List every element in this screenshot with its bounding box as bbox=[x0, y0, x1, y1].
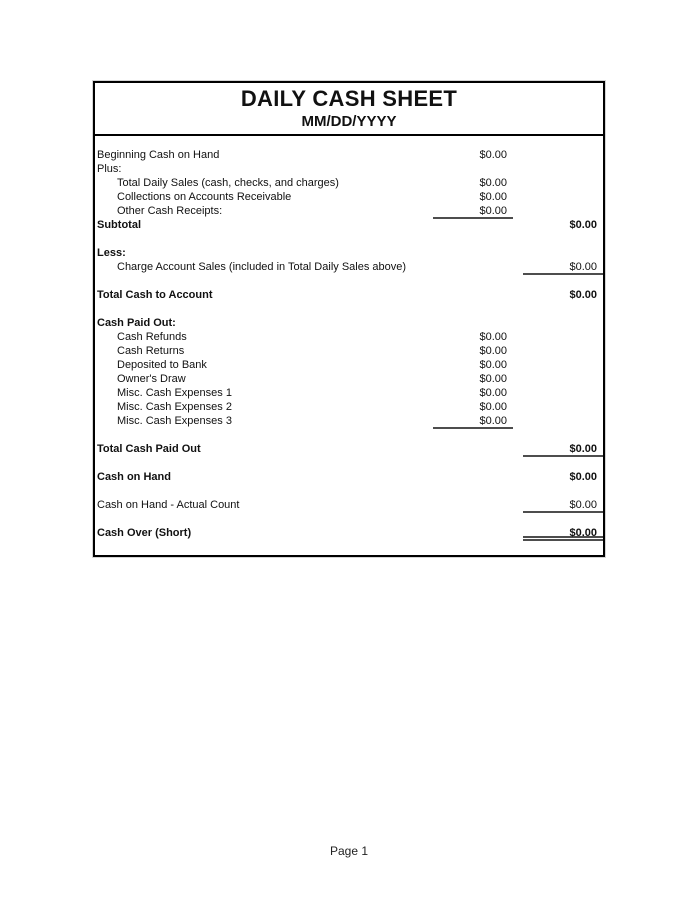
mid-amount bbox=[433, 471, 513, 485]
mid-amount bbox=[433, 289, 513, 303]
column-gap bbox=[513, 331, 523, 345]
daily-cash-sheet bbox=[93, 81, 605, 557]
row-label: Cash Paid Out: bbox=[97, 317, 176, 329]
row-label: Other Cash Receipts: bbox=[117, 205, 223, 217]
row-label: Charge Account Sales (included in Total Daily Sales above) bbox=[117, 261, 407, 273]
mid-amount: $0.00 bbox=[479, 331, 507, 343]
right-amount: $0.00 bbox=[569, 289, 597, 301]
mid-amount bbox=[433, 219, 513, 233]
mid-amount: $0.00 bbox=[479, 401, 507, 413]
mid-amount bbox=[433, 261, 513, 275]
row-label: Misc. Cash Expenses 2 bbox=[117, 401, 232, 413]
row-cash-refunds bbox=[95, 331, 603, 345]
row-label: Cash Returns bbox=[117, 345, 185, 357]
column-gap bbox=[513, 401, 523, 415]
right-amount bbox=[523, 373, 603, 387]
row-misc-cash-expenses-2 bbox=[95, 401, 603, 415]
column-gap bbox=[513, 163, 523, 177]
row-label: Cash on Hand bbox=[97, 471, 171, 483]
mid-amount bbox=[433, 527, 513, 541]
row-label: Owner's Draw bbox=[117, 373, 186, 385]
row-total-daily-sales bbox=[95, 177, 603, 191]
column-gap bbox=[513, 149, 523, 163]
right-amount bbox=[523, 387, 603, 401]
mid-amount bbox=[433, 317, 513, 331]
right-amount bbox=[523, 345, 603, 359]
row-label: Misc. Cash Expenses 1 bbox=[117, 387, 232, 399]
mid-amount: $0.00 bbox=[479, 345, 507, 357]
column-gap bbox=[513, 219, 523, 233]
mid-amount: $0.00 bbox=[479, 191, 507, 203]
row-label: Beginning Cash on Hand bbox=[97, 149, 220, 161]
column-gap bbox=[513, 317, 523, 331]
row-cash-on-hand bbox=[95, 471, 603, 485]
right-amount bbox=[523, 401, 603, 415]
row-label: Plus: bbox=[97, 163, 122, 175]
row-charge-account-sales bbox=[95, 261, 603, 275]
mid-amount: $0.00 bbox=[433, 415, 513, 429]
right-amount bbox=[523, 317, 603, 331]
column-gap bbox=[513, 471, 523, 485]
spacer-row bbox=[95, 457, 603, 471]
mid-amount: $0.00 bbox=[479, 149, 507, 161]
right-amount bbox=[523, 177, 603, 191]
mid-amount: $0.00 bbox=[479, 373, 507, 385]
row-cash-over-short bbox=[95, 527, 603, 541]
row-label: Cash on Hand - Actual Count bbox=[97, 499, 240, 511]
row-total-cash-to-account bbox=[95, 289, 603, 303]
spacer-row bbox=[95, 233, 603, 247]
row-label: Cash Refunds bbox=[117, 331, 187, 343]
spacer-row bbox=[95, 275, 603, 289]
row-label: Less: bbox=[97, 247, 126, 259]
sheet-header bbox=[95, 83, 603, 136]
row-cash-on-hand-actual-count bbox=[95, 499, 603, 513]
spacer-row bbox=[95, 513, 603, 527]
row-misc-cash-expenses-1 bbox=[95, 387, 603, 401]
column-gap bbox=[513, 527, 523, 541]
column-gap bbox=[513, 205, 523, 219]
right-amount: $0.00 bbox=[569, 471, 597, 483]
row-label: Total Cash Paid Out bbox=[97, 443, 201, 455]
row-beginning-cash-on-hand bbox=[95, 149, 603, 163]
right-amount bbox=[523, 163, 603, 177]
column-gap bbox=[513, 373, 523, 387]
row-owners-draw bbox=[95, 373, 603, 387]
column-gap bbox=[513, 289, 523, 303]
row-label: Subtotal bbox=[97, 219, 141, 231]
row-label: Total Daily Sales (cash, checks, and charges) bbox=[117, 177, 339, 189]
spacer-row bbox=[95, 303, 603, 317]
right-amount: $0.00 bbox=[523, 499, 603, 513]
row-subtotal bbox=[95, 219, 603, 233]
spacer-row bbox=[95, 429, 603, 443]
column-gap bbox=[513, 359, 523, 373]
right-amount: $0.00 bbox=[523, 443, 603, 457]
mid-amount bbox=[433, 499, 513, 513]
column-gap bbox=[513, 261, 523, 275]
row-cash-paid-out-header bbox=[95, 317, 603, 331]
row-label: Total Cash to Account bbox=[97, 289, 213, 301]
right-amount bbox=[523, 149, 603, 163]
column-gap bbox=[513, 387, 523, 401]
right-amount: $0.00 bbox=[569, 219, 597, 231]
mid-amount: $0.00 bbox=[479, 177, 507, 189]
row-label: Collections on Accounts Receivable bbox=[117, 191, 292, 203]
row-total-cash-paid-out bbox=[95, 443, 603, 457]
page-number: Page 1 bbox=[329, 844, 369, 858]
right-amount bbox=[523, 331, 603, 345]
row-collections-accounts-receivable bbox=[95, 191, 603, 205]
row-plus bbox=[95, 163, 603, 177]
column-gap bbox=[513, 499, 523, 513]
row-label: Cash Over (Short) bbox=[97, 527, 192, 539]
mid-amount bbox=[433, 443, 513, 457]
mid-amount: $0.00 bbox=[433, 205, 513, 219]
mid-amount bbox=[433, 163, 513, 177]
mid-amount: $0.00 bbox=[479, 359, 507, 371]
column-gap bbox=[513, 191, 523, 205]
row-other-cash-receipts bbox=[95, 205, 603, 219]
spacer-row bbox=[95, 485, 603, 499]
right-amount bbox=[523, 415, 603, 429]
right-amount bbox=[523, 359, 603, 373]
right-amount bbox=[523, 247, 603, 261]
sheet-body bbox=[95, 136, 603, 541]
column-gap bbox=[513, 443, 523, 457]
column-gap bbox=[513, 415, 523, 429]
row-label: Misc. Cash Expenses 3 bbox=[117, 415, 232, 427]
mid-amount: $0.00 bbox=[479, 387, 507, 399]
row-label: Deposited to Bank bbox=[117, 359, 207, 371]
row-less bbox=[95, 247, 603, 261]
column-gap bbox=[513, 345, 523, 359]
row-deposited-to-bank bbox=[95, 359, 603, 373]
right-amount bbox=[523, 191, 603, 205]
right-amount bbox=[523, 205, 603, 219]
right-amount: $0.00 bbox=[523, 261, 603, 275]
sheet-title: DAILY CASH SHEET bbox=[240, 86, 458, 111]
sheet-date: MM/DD/YYYY bbox=[301, 113, 397, 130]
row-cash-returns bbox=[95, 345, 603, 359]
column-gap bbox=[513, 247, 523, 261]
mid-amount bbox=[433, 247, 513, 261]
row-misc-cash-expenses-3 bbox=[95, 415, 603, 429]
column-gap bbox=[513, 177, 523, 191]
right-amount: $0.00 bbox=[523, 527, 603, 541]
